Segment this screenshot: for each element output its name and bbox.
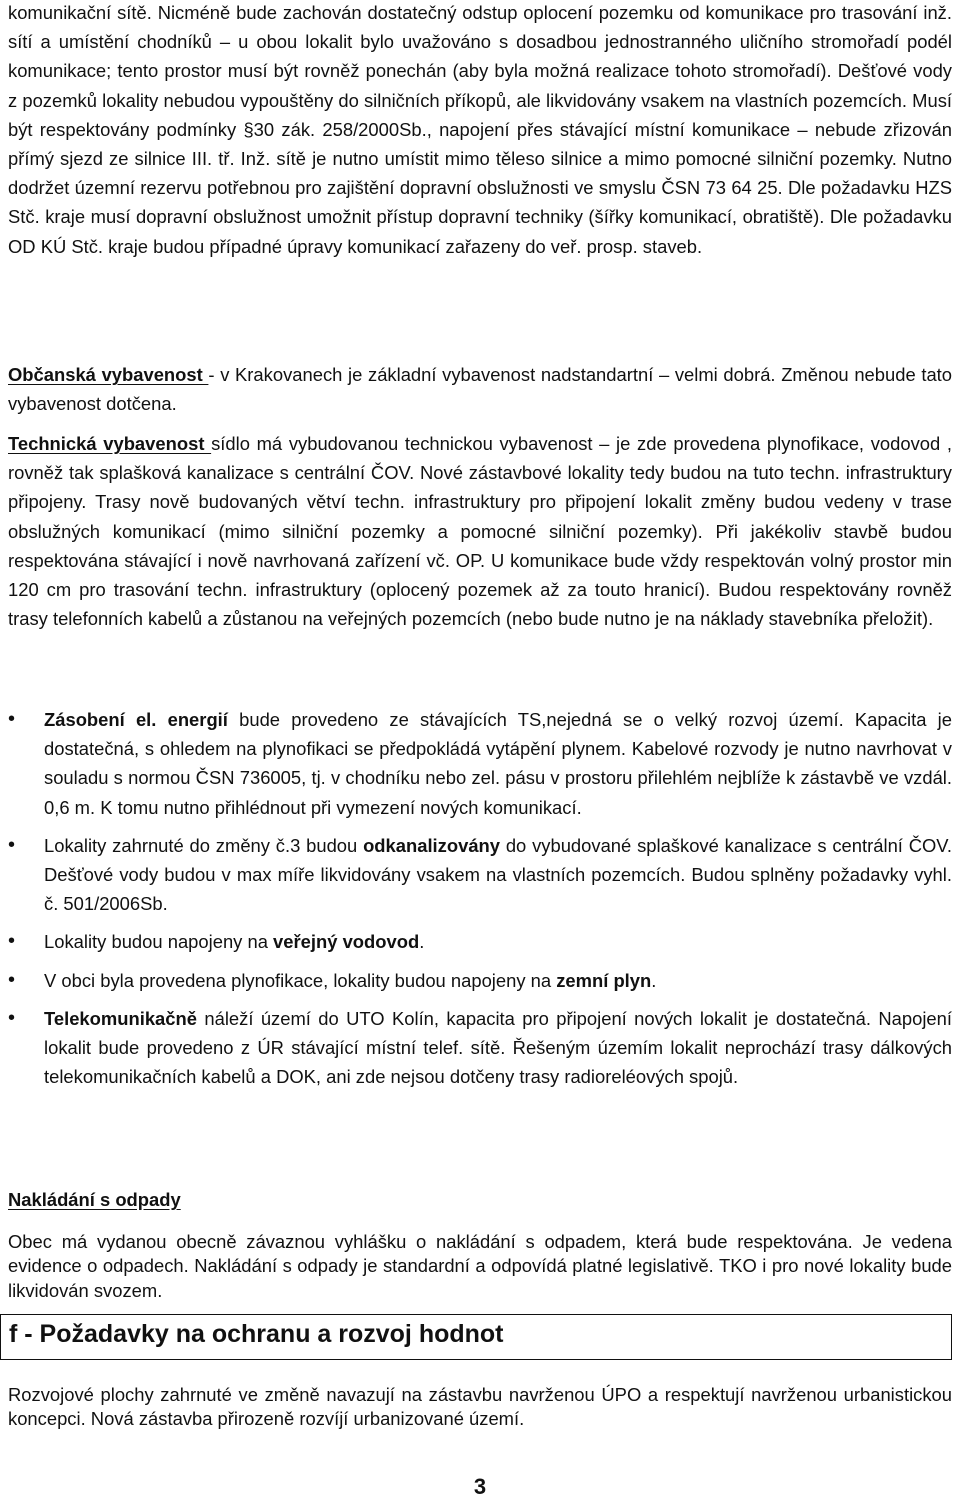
section-f-text: Rozvojové plochy zahrnuté ve změně navazují na zástavbu navrženou ÚPO a respektují navrženou urbanistickou koncepci. Nová zástavba přirozeně rozvíjí urbanizované území. bbox=[8, 1384, 952, 1430]
list-item: • Lokality budou napojeny na veřejný vodovod. bbox=[8, 927, 952, 956]
transport-paragraph bbox=[8, 0, 952, 261]
waste-paragraph bbox=[8, 1230, 952, 1303]
civic-amenities-paragraph bbox=[8, 360, 952, 418]
transport-text: komunikační sítě. Nicméně bude zachován dostatečný odstup oplocení pozemku od komunikace pro trasování inž. sítí a umístění chodníků – u obou lokalit bylo uvažováno s dosadbou jednostranného uličního stromořadí podél komunikace; tento prostor musí být rovněž ponechán (aby byla možná realizace tohoto stromořadí). Dešťové vody z pozemků lokality nebudou vypouštěny do silničních příkopů, ale likvidovány vsakem na vlastních pozemcích. Musí být respektovány podmínky §30 zák. 258/2000Sb., napojení přes stávající místní komunikace – nebude zřizován přímý sjezd ze silnice III. tř. Inž. sítě je nutno umístit mimo těleso silnice a mimo pomocné silniční pozemky. Nutno dodržet územní rezervu potřebnou pro zajištění dopravní obslužnosti ve smyslu ČSN 73 64 25. Dle požadavku HZS Stč. kraje musí dopravní obslužnost umožnit přístup dopravní techniky (šířky komunikací, obratiště). Dle požadavku OD KÚ Stč. kraje budou případné úpravy komunikací zařazeny do veř. prosp. staveb. bbox=[8, 2, 952, 257]
bullet-icon: • bbox=[8, 930, 16, 953]
civic-amenities-heading: Občanská vybavenost bbox=[8, 364, 209, 385]
list-item: • V obci byla provedena plynofikace, lokality budou napojeny na zemní plyn. bbox=[8, 966, 952, 995]
water-supply-label: veřejný vodovod bbox=[273, 931, 420, 953]
bullet-icon: • bbox=[8, 708, 16, 730]
waste-heading: Nakládání s odpady bbox=[8, 1189, 181, 1210]
technical-amenities-text: sídlo má vybudovanou technickou vybavenost – je zde provedena plynofikace, vodovod , rovněž tak splašková kanalizace s centrální ČOV. Nové zástavbové lokality tedy budou na tuto techn. infrastruktury připojeny. Trasy nově budovaných větví techn. infrastruktury pro připojení lokalit změny budou vedeny v trase obslužných komunikací (mimo silniční pozemky a pomocné silniční pozemky). Při jakékoliv stavbě budou respektována stávající i nově navrhovaná zařízení vč. OP. U komunikace bude vždy respektován volný prostor min 120 cm pro trasování techn. infrastruktury (oplocený pozemek až za touto hranicí). Budou respektovány rovněž trasy telefonních kabelů a zůstanou na veřejných pozemcích (nebo bude nutno je na náklady stavebníka přeložit). bbox=[8, 433, 953, 630]
sewerage-label: odkanalizovány bbox=[363, 834, 501, 856]
section-f-heading: f - Požadavky na ochranu a rozvoj hodnot bbox=[9, 1320, 504, 1348]
gas-label: zemní plyn bbox=[556, 969, 652, 991]
technical-amenities-paragraph bbox=[8, 429, 952, 633]
civic-amenities-text: - v Krakovanech je základní vybavenost nadstandartní – velmi dobrá. Změnou nebude tato vybavenost dotčena. bbox=[8, 364, 953, 415]
utilities-bullet-list bbox=[8, 705, 952, 1091]
list-item: • Zásobení el. energií bude provedeno ze stávajících TS,nejedná se o velký rozvoj území. Kapacita je dostatečná, s ohledem na plynofikaci se předpokládá vytápění plynem. Kabelové rozvody je nutno navrhovat v souladu s normou ČSN 736005, tj. v chodníku nebo zel. pásu v prostoru přilehlém nejblíže k zástavbě ve vzdál. 0,6 m. K tomu nutno přihlédnout při vymezení nových komunikací. bbox=[8, 705, 952, 822]
bullet-icon: • bbox=[8, 968, 16, 991]
technical-amenities-heading: Technická vybavenost bbox=[8, 433, 212, 454]
bullet-icon: • bbox=[8, 833, 16, 856]
electricity-label: Zásobení el. energií bbox=[44, 709, 228, 730]
list-item: • Telekomunikačně náleží území do UTO Kolín, kapacita pro připojení nových lokalit je dostatečná. Napojení lokalit bude provedeno z ÚR stávající místní telef. sítě. Řešeným územím lokalit neprochází trasy dálkových telekomunikačních kabelů a DOK, ani zde nejsou dotčeny trasy radioreléových spojů. bbox=[8, 1004, 952, 1092]
section-f-paragraph bbox=[8, 1383, 952, 1432]
waste-text: Obec má vydanou obecně závaznou vyhlášku o nakládání s odpadem, která bude respektována. Je vedena evidence o odpadech. Nakládání s odpady je standardní a odpovídá platné legislativě. TKO i pro nové lokality bude likvidován svozem. bbox=[8, 1231, 952, 1301]
bullet-icon: • bbox=[8, 1006, 16, 1029]
section-f-heading-box bbox=[0, 1314, 952, 1360]
page-number: 3 bbox=[473, 1474, 487, 1499]
list-item: • Lokality zahrnuté do změny č.3 budou odkanalizovány do vybudované splaškové kanalizace s centrální ČOV. Dešťové vody budou v max míře likvidovány vsakem na vlastních pozemcích. Budou splněny požadavky vyhl. č. 501/2006Sb. bbox=[8, 831, 952, 919]
telecom-label: Telekomunikačně bbox=[44, 1007, 197, 1029]
